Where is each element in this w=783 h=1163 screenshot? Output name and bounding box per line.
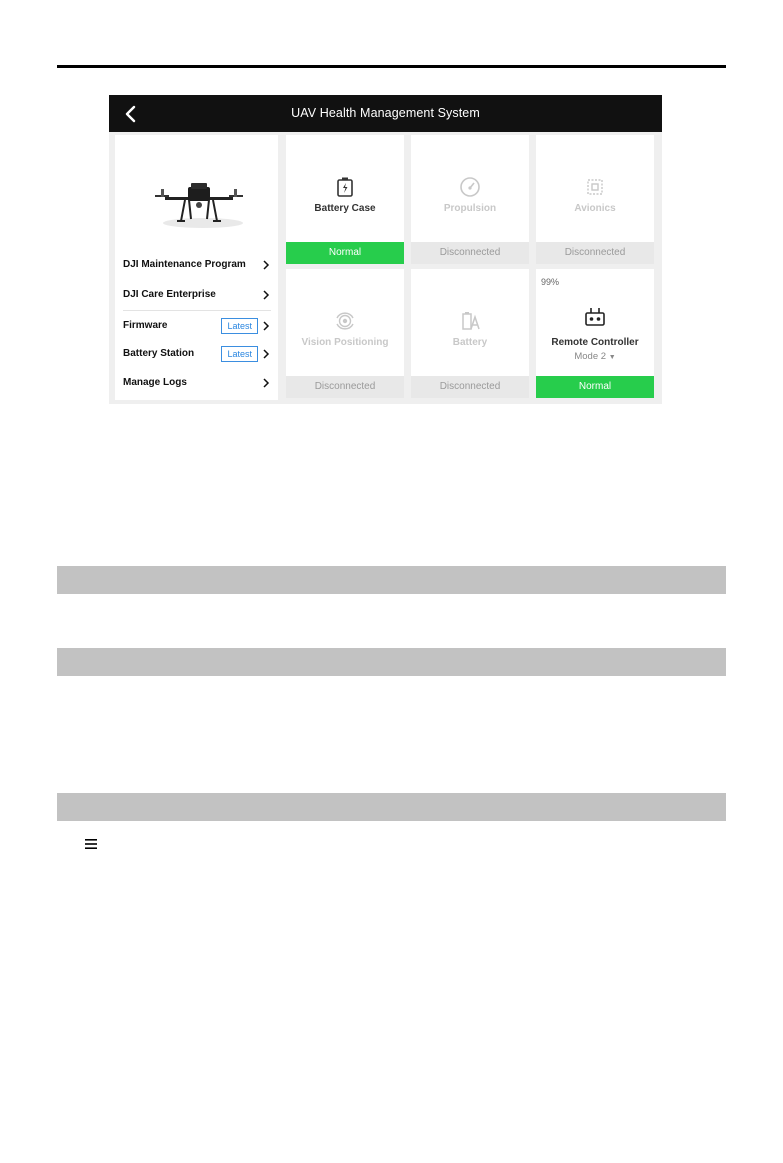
drone-image bbox=[151, 179, 247, 233]
remote-controller-icon bbox=[583, 305, 607, 329]
controller-mode-value: Mode 2 bbox=[574, 351, 607, 362]
caret-down-icon: ▼ bbox=[608, 354, 616, 361]
menu-item-maintenance-program[interactable] bbox=[123, 251, 271, 279]
menu-item-label: DJI Maintenance Program bbox=[123, 259, 246, 270]
menu-item-manage-logs[interactable] bbox=[123, 369, 271, 397]
left-panel bbox=[115, 135, 278, 400]
menu-item-label: Manage Logs bbox=[123, 377, 187, 388]
module-tile-vision-positioning[interactable] bbox=[286, 269, 404, 398]
module-name: Battery bbox=[452, 337, 488, 348]
avionics-icon bbox=[583, 175, 607, 199]
menu-item-battery-station[interactable] bbox=[123, 340, 271, 368]
section-bar-1 bbox=[57, 566, 726, 594]
menu-item-label: DJI Care Enterprise bbox=[123, 289, 216, 300]
module-status: Disconnected bbox=[411, 376, 529, 398]
controller-mode-select[interactable] bbox=[536, 351, 654, 362]
module-name: Battery Case bbox=[314, 203, 376, 214]
module-name: Propulsion bbox=[443, 203, 497, 214]
propulsion-icon bbox=[458, 175, 482, 199]
menu-item-label: Firmware bbox=[123, 320, 168, 331]
latest-badge: Latest bbox=[221, 318, 258, 334]
module-name: Remote Controller bbox=[551, 337, 639, 348]
section-bar-2 bbox=[57, 648, 726, 676]
module-status: Normal bbox=[536, 376, 654, 398]
module-tile-battery[interactable] bbox=[411, 269, 529, 398]
section-bar-3 bbox=[57, 793, 726, 821]
battery-icon bbox=[458, 309, 482, 333]
vision-positioning-icon bbox=[333, 309, 357, 333]
page-top-rule bbox=[57, 65, 726, 68]
module-tile-avionics[interactable] bbox=[536, 135, 654, 264]
chevron-right-icon bbox=[261, 349, 271, 359]
menu-item-care-enterprise[interactable] bbox=[123, 281, 271, 309]
title-bar bbox=[109, 95, 662, 132]
latest-badge: Latest bbox=[221, 346, 258, 362]
module-status: Normal bbox=[286, 242, 404, 264]
chevron-right-icon bbox=[261, 321, 271, 331]
battery-case-icon bbox=[333, 175, 357, 199]
menu-item-label: Battery Station bbox=[123, 348, 195, 359]
module-name: Vision Positioning bbox=[301, 337, 389, 348]
module-tile-remote-controller[interactable] bbox=[536, 269, 654, 398]
module-status: Disconnected bbox=[411, 242, 529, 264]
page-title: UAV Health Management System bbox=[291, 106, 480, 120]
chevron-right-icon bbox=[261, 290, 271, 300]
module-tile-battery-case[interactable] bbox=[286, 135, 404, 264]
app-screen bbox=[109, 95, 662, 404]
menu-lines-icon bbox=[84, 837, 98, 851]
module-status: Disconnected bbox=[286, 376, 404, 398]
menu-divider bbox=[123, 310, 271, 311]
module-tile-propulsion[interactable] bbox=[411, 135, 529, 264]
menu-item-firmware[interactable] bbox=[123, 312, 271, 340]
chevron-right-icon bbox=[261, 378, 271, 388]
chevron-right-icon bbox=[261, 260, 271, 270]
controller-battery-level: 99% bbox=[541, 277, 560, 287]
module-status: Disconnected bbox=[536, 242, 654, 264]
module-name: Avionics bbox=[574, 203, 616, 214]
